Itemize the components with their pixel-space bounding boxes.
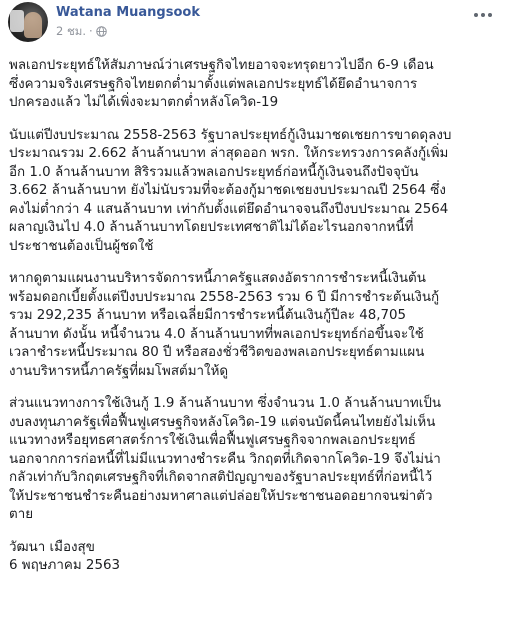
signature-name: วัฒนา เมืองสุข	[9, 539, 95, 555]
post-subline	[56, 24, 200, 38]
post-paragraph: หากดูตามแผนงานบริหารจัดการหนี้ภาครัฐแสดงอัตราการชำระหนี้เงินต้น พร้อมดอกเบี้ยตั้งแต่ปีงบประมาณ 2558-2563 รวม 6 ปี มีการชำระต้นเงินกู้ รวม 292,235 ล้านบาท หรือเฉลี่ยมีการชำระหนี้ต้นเงินกู้ปีละ 48,705 ล้านบาท ดังนั้น หนี้จำนวน 4.0 ล้านล้านบาทที่พลเอกประยุทธ์ก่อขึ้นจะใช้ เวลาชำระหนี้ประมาณ 80 ปี หรือสองชั่วชีวิตของพลเอกประยุทธ์ตามแผน งานบริหารหนี้ภาครัฐที่ผมโพสต์มาให้ดู	[9, 271, 440, 379]
avatar[interactable]	[8, 2, 48, 42]
globe-icon[interactable]	[96, 26, 107, 37]
post-header	[8, 2, 200, 50]
avatar-badge	[10, 10, 24, 32]
author-name[interactable]: Watana Muangsook	[56, 5, 200, 20]
separator-dot: ·	[89, 24, 93, 38]
signature-date: 6 พฤษภาคม 2563	[9, 558, 121, 573]
post-body	[9, 57, 503, 576]
post-paragraph: พลเอกประยุทธ์ให้สัมภาษณ์ว่าเศรษฐกิจไทยอาจจะทรุดยาวไปอีก 6-9 เดือน ซึ่งความจริงเศรษฐกิจไทยตกต่ำมาตั้งแต่พลเอกประยุทธ์ได้ยึดอำนาจการ ปกครองแล้ว ไม่ได้เพิ่งจะมาตกต่ำหลังโควิด-19	[9, 58, 434, 110]
post-meta	[56, 5, 200, 38]
post-paragraph: ส่วนแนวทางการใช้เงินกู้ 1.9 ล้านล้านบาท ซึ่งจำนวน 1.0 ล้านล้านบาทเป็น งบลงทุนภาครัฐเพื่อฟื้นฟูเศรษฐกิจหลังโควิด-19 แต่จนบัดนี้คนไทยยังไม่เห็น แนวทางหรือยุทธศาสตร์การใช้เงินเพื่อฟื้นฟูเศรษฐกิจจากพลเอกประยุทธ์ นอกจากการก่อหนี้ที่ไม่มีแนวทางชำระคืน วิกฤตที่เกิดจากโควิด-19 จึงไม่น่า กลัวเท่ากับวิกฤตเศรษฐกิจที่เกิดจากสติปัญญาของรัฐบาลประยุทธ์ที่ก่อหนี้ไว้ ให้ประชาชนชำระคืนอย่างมหาศาลแต่ปล่อยให้ประชาชนอดอยากจนฆ่าตัว ตาย	[9, 396, 441, 522]
post-paragraph: นับแต่ปีงบประมาณ 2558-2563 รัฐบาลประยุทธ์กู้เงินมาชดเชยการขาดดุลงบ ประมาณรวม 2.662 ล้านล้านบาท ล่าสุดออก พรก. ให้กระทรวงการคลังกู้เพิ่ม อีก 1.0 ล้านล้านบาท สิริรวมแล้วพลเอกประยุทธ์ก่อหนี้กู้เงินจนถึงปัจจุบัน 3.662 ล้านล้านบาท ยังไม่นับรวมที่จะต้องกู้มาชดเชยงบประมาณปี 2564 ซึ่ง คงไม่ต่ำกว่า 4 แสนล้านบาท เท่ากับตั้งแต่ยึดอำนาจจนถึงปีงบประมาณ 2564 ผลาญเงินไป 4.0 ล้านล้านบาทโดยประเทศชาติไม่ได้อะไรนอกจากหนี้ที่ ประชาชนต้องเป็นผู้ชดใช้	[9, 127, 452, 254]
post-time[interactable]: 2 ชม.	[56, 24, 87, 38]
avatar-figure	[24, 12, 42, 38]
more-options-icon[interactable]	[471, 8, 495, 22]
